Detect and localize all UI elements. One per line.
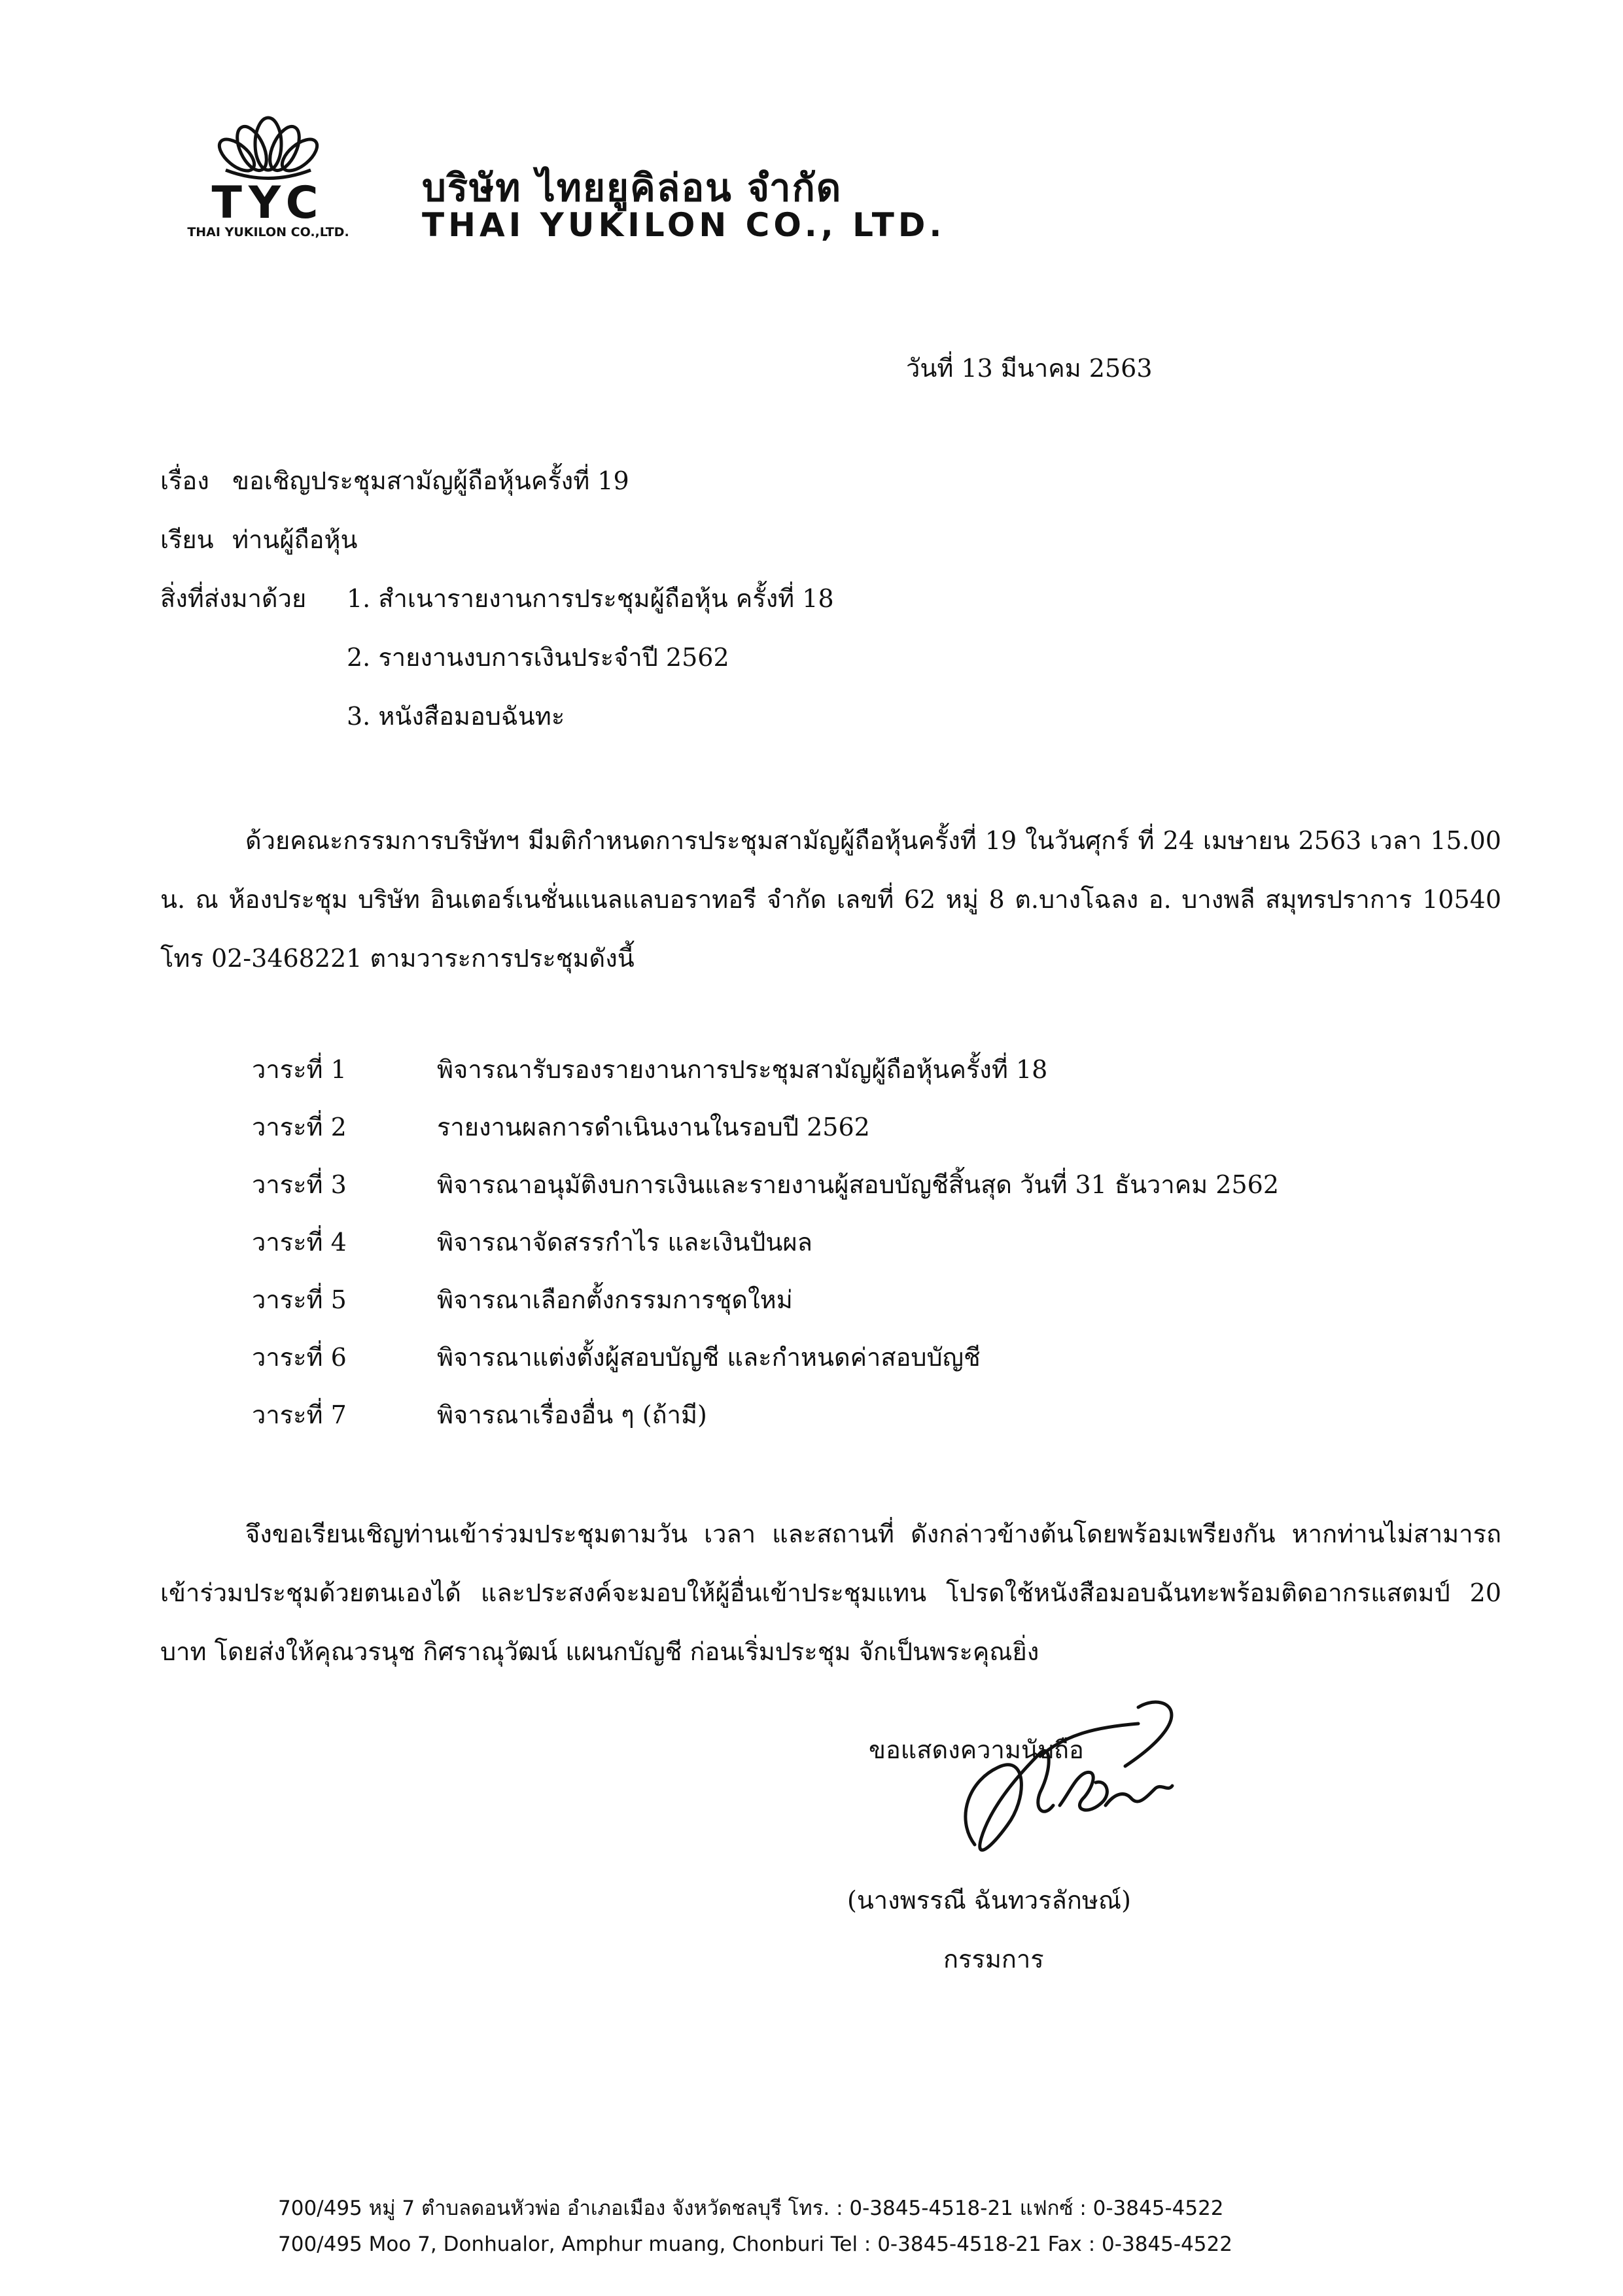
agenda-number: วาระที่ 2 — [252, 1113, 347, 1141]
subject-text: ขอเชิญประชุมสามัญผู้ถือหุ้นครั้งที่ 19 — [232, 466, 629, 495]
enclosure-item: 1. สำเนารายงานการประชุมผู้ถือหุ้น ครั้งที่ 18 — [347, 584, 834, 613]
company-name-english: THAI YUKILON CO., LTD. — [422, 206, 946, 244]
agenda-number: วาระที่ 3 — [252, 1170, 347, 1199]
intro-paragraph: ด้วยคณะกรรมการบริษัทฯ มีมติกำหนดการประชุมสามัญผู้ถือหุ้นครั้งที่ 19 ในวันศุกร์ ที่ 24 เมษายน 2563 เวลา 15.00 น. ณ ห้องประชุม บริษัท อินเตอร์เนชั่นแนลแลบอราทอรี จำกัด เลขที่ 62 หมู่ 8 ต.บางโฉลง อ. บางพลี สมุทรปราการ 10540 โทร 02-3468221 ตามวาระการประชุมดังนี้ — [160, 826, 1501, 973]
lotus-emblem-icon — [214, 118, 323, 179]
letter-date: วันที่ 13 มีนาคม 2563 — [906, 354, 1153, 383]
company-name-thai: บริษัท ไทยยูคิล่อน จำกัด — [422, 165, 843, 210]
handwritten-signature — [929, 1694, 1243, 1904]
subject-label: เรื่อง — [160, 466, 209, 495]
agenda-text: พิจารณาเรื่องอื่น ๆ (ถ้ามี) — [437, 1400, 707, 1429]
enclosure-item: 3. หนังสือมอบฉันทะ — [347, 702, 565, 731]
agenda-number: วาระที่ 4 — [252, 1228, 347, 1257]
complimentary-close: ขอแสดงความนับถือ — [869, 1735, 1084, 1764]
to-text: ท่านผู้ถือหุ้น — [232, 525, 358, 554]
signer-title: กรรมการ — [943, 1945, 1044, 1974]
closing-paragraph: จึงขอเรียนเชิญท่านเข้าร่วมประชุมตามวัน เวลา และสถานที่ ดังกล่าวข้างต้นโดยพร้อมเพรียงกัน หากท่านไม่สามารถเข้าร่วมประชุมด้วยตนเองได้ และประสงค์จะมอบให้ผู้อื่นเข้าประชุมแทน โปรดใช้หนังสือมอบฉันทะพร้อมติดอากรแสตมป์ 20 บาท โดยส่งให้คุณวรนุช กิศราณุวัฒน์ แผนกบัญชี ก่อนเริ่มประชุม จักเป็นพระคุณยิ่ง — [160, 1520, 1501, 1666]
agenda-number: วาระที่ 5 — [252, 1285, 347, 1314]
agenda-text: พิจารณารับรองรายงานการประชุมสามัญผู้ถือหุ้นครั้งที่ 18 — [437, 1055, 1048, 1084]
enclosures-label: สิ่งที่ส่งมาด้วย — [160, 584, 307, 613]
footer-address-thai: 700/495 หมู่ 7 ตำบลดอนหัวพ่อ อำเภอเมือง จังหวัดชลบุรี โทร. : 0-3845-4518-21 แฟกซ์ : 0-3845-4522 — [278, 2197, 1224, 2220]
agenda-text: รายงานผลการดำเนินงานในรอบปี 2562 — [437, 1113, 870, 1141]
agenda-text: พิจารณาจัดสรรกำไร และเงินปันผล — [437, 1228, 812, 1257]
agenda-text: พิจารณาแต่งตั้งผู้สอบบัญชี และกำหนดค่าสอบบัญชี — [437, 1343, 981, 1372]
signer-name: (นางพรรณี ฉันทวรลักษณ์) — [847, 1886, 1131, 1915]
to-label: เรียน — [160, 525, 214, 554]
agenda-text: พิจารณาอนุมัติงบการเงินและรายงานผู้สอบบัญชีสิ้นสุด วันที่ 31 ธันวาคม 2562 — [437, 1170, 1279, 1199]
enclosure-item: 2. รายงานงบการเงินประจำปี 2562 — [347, 643, 729, 672]
agenda-number: วาระที่ 7 — [252, 1400, 347, 1429]
agenda-number: วาระที่ 6 — [252, 1343, 347, 1372]
agenda-number: วาระที่ 1 — [252, 1055, 347, 1084]
agenda-text: พิจารณาเลือกตั้งกรรมการชุดใหม่ — [437, 1285, 793, 1314]
logo-subtext: THAI YUKILON CO.,LTD. — [187, 225, 349, 239]
logo-text: TYC — [211, 177, 325, 229]
company-logo — [157, 108, 379, 239]
footer-address-english: 700/495 Moo 7, Donhualor, Amphur muang, Chonburi Tel : 0-3845-4518-21 Fax : 0-3845-4522 — [278, 2233, 1232, 2256]
